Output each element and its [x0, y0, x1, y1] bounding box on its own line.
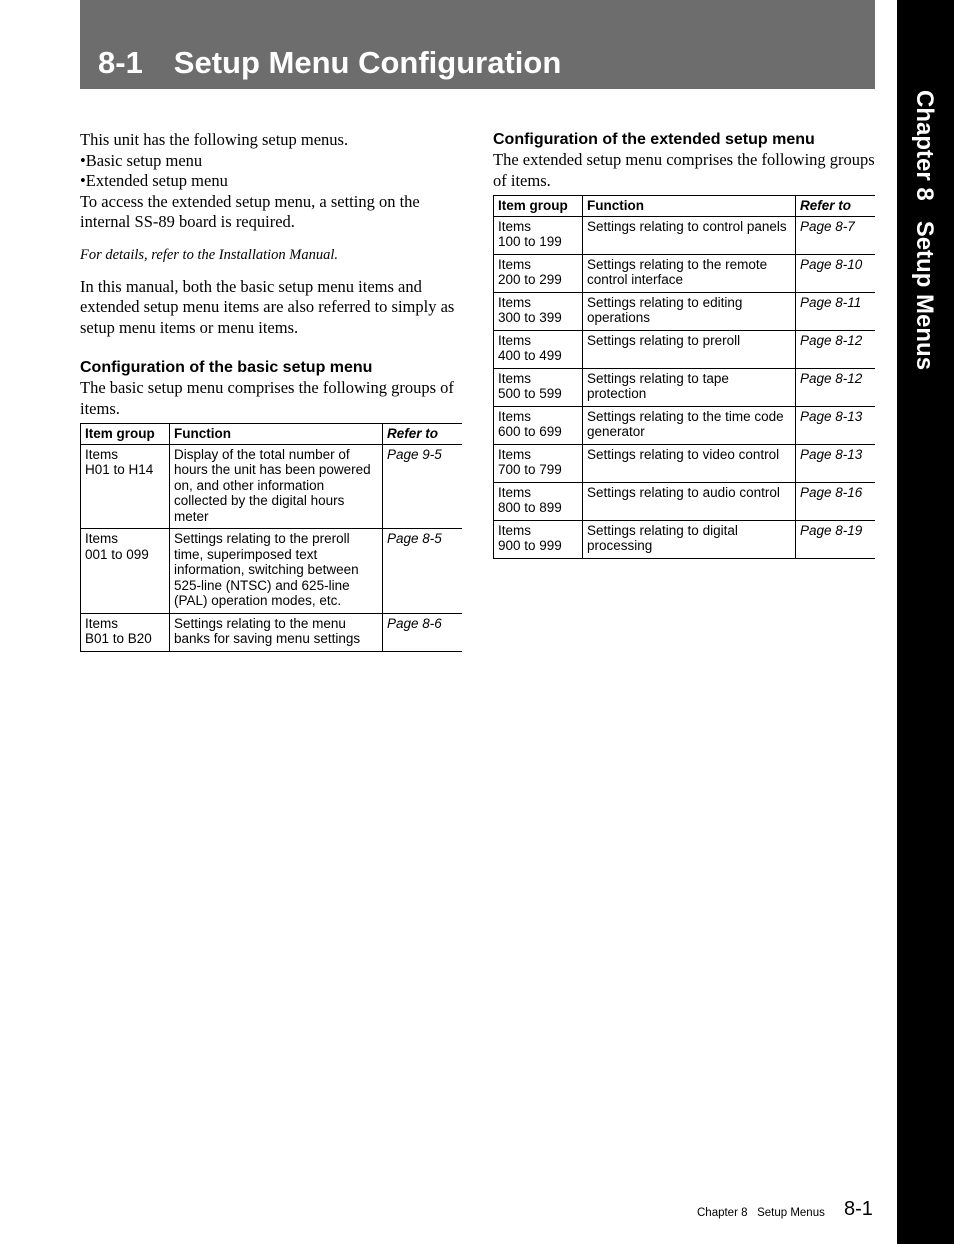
item-group-range: 300 to 399	[498, 310, 562, 325]
item-group-label: Items	[498, 370, 532, 386]
extended-menu-description: The extended setup menu comprises the following groups of items.	[493, 150, 875, 190]
basic-menu-table	[80, 423, 462, 652]
item-group-cell	[494, 292, 583, 330]
table-row	[494, 406, 876, 444]
function-cell: Settings relating to control panels	[583, 216, 796, 254]
table-row	[494, 520, 876, 558]
table-header-row	[81, 424, 463, 445]
footer-page-number: 8-1	[844, 1198, 873, 1220]
function-cell: Settings relating to the time code generator	[583, 406, 796, 444]
column-header-item-group: Item group	[81, 424, 170, 445]
table-row	[494, 482, 876, 520]
intro-paragraph-1: This unit has the following setup menus.	[80, 130, 349, 149]
column-header-refer-to: Refer to	[383, 424, 463, 445]
function-cell: Settings relating to tape protection	[583, 368, 796, 406]
item-group-label: Items	[85, 446, 119, 462]
table-row	[494, 216, 876, 254]
item-group-label: Items	[498, 484, 532, 500]
item-group-cell	[494, 444, 583, 482]
item-group-label: Items	[498, 446, 532, 462]
refer-to-cell: Page 8-12	[796, 330, 876, 368]
intro-paragraph-3: In this manual, both the basic setup menu items and extended setup menu items are also referred to simply as setup menu items or menu items.	[80, 276, 455, 337]
function-cell: Display of the total number of hours the unit has been powered on, and other information collected by the digital hours meter	[170, 444, 383, 529]
function-cell: Settings relating to video control	[583, 444, 796, 482]
item-group-cell	[81, 613, 170, 651]
basic-menu-heading: Configuration of the basic setup menu	[80, 359, 373, 376]
item-group-label: Items	[498, 522, 532, 538]
function-cell: Settings relating to preroll	[583, 330, 796, 368]
refer-to-cell: Page 8-11	[796, 292, 876, 330]
item-group-range: B01 to B20	[85, 631, 152, 646]
item-group-range: 700 to 799	[498, 462, 562, 477]
basic-menu-description: The basic setup menu comprises the following groups of items.	[80, 378, 454, 418]
item-group-label: Items	[498, 218, 532, 234]
refer-to-cell: Page 8-13	[796, 444, 876, 482]
refer-to-cell: Page 8-16	[796, 482, 876, 520]
table-row	[81, 529, 463, 614]
item-group-label: Items	[498, 294, 532, 310]
column-header-function: Function	[583, 196, 796, 217]
chapter-side-tab	[897, 0, 954, 1244]
item-group-label: Items	[498, 332, 532, 348]
installation-manual-note: For details, refer to the Installation Manual.	[80, 246, 339, 263]
table-row	[494, 330, 876, 368]
intro-paragraph-2: To access the extended setup menu, a setting on the internal SS-89 board is required.	[80, 191, 420, 231]
chapter-side-tab-label: Chapter 8 Setup Menus	[911, 90, 938, 371]
table-row	[494, 444, 876, 482]
refer-to-cell: Page 8-19	[796, 520, 876, 558]
item-group-cell	[81, 444, 170, 529]
item-group-cell	[494, 330, 583, 368]
page-title: 8-1 Setup Menu Configuration	[98, 45, 562, 80]
item-group-label: Items	[85, 615, 119, 631]
column-header-item-group: Item group	[494, 196, 583, 217]
function-cell: Settings relating to the remote control interface	[583, 254, 796, 292]
function-cell: Settings relating to editing operations	[583, 292, 796, 330]
item-group-cell	[81, 529, 170, 614]
column-header-function: Function	[170, 424, 383, 445]
refer-to-cell: Page 9-5	[383, 444, 463, 529]
table-row	[81, 613, 463, 651]
item-group-label: Items	[498, 256, 532, 272]
item-group-range: 400 to 499	[498, 348, 562, 363]
item-group-range: 500 to 599	[498, 386, 562, 401]
extended-menu-heading: Configuration of the extended setup menu	[493, 131, 815, 148]
page-header-bar	[80, 0, 875, 89]
item-group-cell	[494, 254, 583, 292]
item-group-range: 200 to 299	[498, 272, 562, 287]
refer-to-cell: Page 8-12	[796, 368, 876, 406]
item-group-label: Items	[85, 531, 119, 546]
item-group-range: H01 to H14	[85, 462, 154, 477]
footer-chapter-label: Chapter 8 Setup Menus	[697, 1207, 825, 1219]
item-group-cell	[494, 368, 583, 406]
item-group-range: 800 to 899	[498, 500, 562, 515]
bullet-extended-setup-menu: •Extended setup menu	[80, 171, 228, 190]
table-header-row	[494, 196, 876, 217]
column-header-refer-to: Refer to	[796, 196, 876, 217]
right-column	[493, 130, 875, 559]
bullet-basic-setup-menu: •Basic setup menu	[80, 150, 203, 170]
function-cell: Settings relating to audio control	[583, 482, 796, 520]
function-cell: Settings relating to digital processing	[583, 520, 796, 558]
item-group-cell	[494, 482, 583, 520]
table-row	[81, 444, 463, 529]
extended-menu-table	[493, 195, 875, 559]
item-group-cell	[494, 406, 583, 444]
function-cell: Settings relating to the preroll time, superimposed text information, switching between 525-line (NTSC) and 625-line (PAL) operation modes, etc.	[170, 529, 383, 614]
item-group-cell	[494, 520, 583, 558]
refer-to-cell: Page 8-6	[383, 613, 463, 651]
item-group-range: 001 to 099	[85, 546, 149, 562]
function-cell: Settings relating to the menu banks for saving menu settings	[170, 613, 383, 651]
refer-to-cell: Page 8-13	[796, 406, 876, 444]
item-group-cell	[494, 216, 583, 254]
left-column	[80, 130, 462, 652]
refer-to-cell: Page 8-7	[796, 216, 876, 254]
refer-to-cell: Page 8-10	[796, 254, 876, 292]
item-group-range: 900 to 999	[498, 538, 562, 553]
table-row	[494, 368, 876, 406]
item-group-range: 600 to 699	[498, 424, 562, 439]
item-group-label: Items	[498, 408, 532, 424]
table-row	[494, 254, 876, 292]
refer-to-cell: Page 8-5	[383, 529, 463, 614]
item-group-range: 100 to 199	[498, 234, 562, 249]
table-row	[494, 292, 876, 330]
